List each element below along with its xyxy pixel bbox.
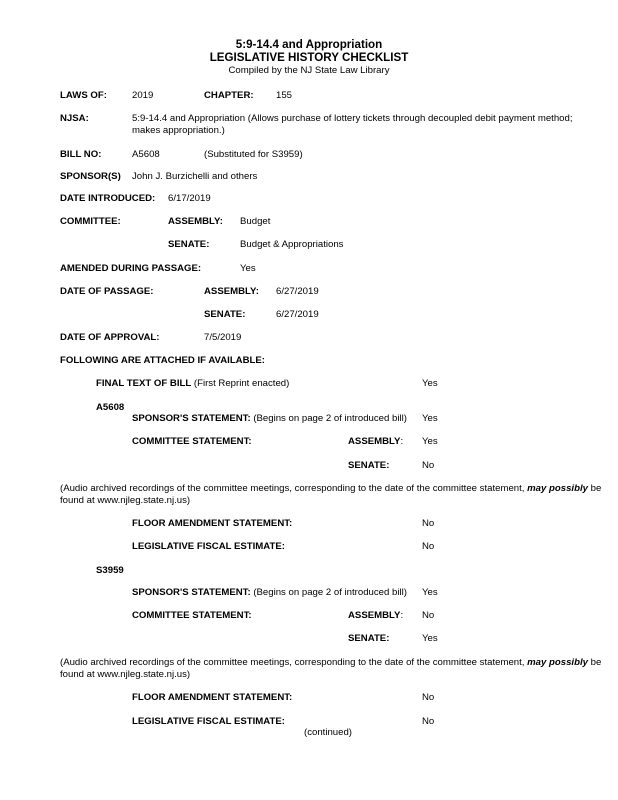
- a5608-fiscal-estimate-label: LEGISLATIVE FISCAL ESTIMATE:: [132, 541, 285, 552]
- s3959-audio-note-link: be found at www.njleg.state.nj.us): [60, 657, 602, 680]
- attached-heading: FOLLOWING ARE ATTACHED IF AVAILABLE:: [60, 355, 265, 366]
- date-of-approval-value: 7/5/2019: [204, 332, 242, 343]
- amended-label: AMENDED DURING PASSAGE:: [60, 263, 202, 274]
- committee-label: COMMITTEE:: [60, 216, 121, 227]
- page-title: 5:9-14.4 and Appropriation: [235, 38, 383, 51]
- continued-note: (continued): [304, 727, 352, 738]
- s3959-senate-value: Yes: [422, 633, 438, 644]
- s3959-audio-note-emphasis: may possibly: [527, 657, 588, 668]
- s3959-audio-note-text: (Audio archived recordings of the committee meetings, corresponding to the date of the committee statement,: [60, 657, 525, 668]
- njsa-text: 5:9-14.4 and Appropriation (Allows purchase of lottery tickets through decoupled debit payment method; makes appropriation.): [132, 113, 573, 136]
- s3959-assembly-colon: :: [400, 610, 404, 621]
- s3959-sponsor-statement-value: Yes: [422, 587, 438, 598]
- s3959-audio-note: [60, 657, 608, 681]
- passage-assembly-label: ASSEMBLY:: [204, 286, 259, 297]
- date-of-passage-label: DATE OF PASSAGE:: [60, 286, 154, 297]
- committee-senate-label: SENATE:: [168, 239, 210, 250]
- s3959-bill-label: S3959: [96, 565, 124, 576]
- chapter-label: CHAPTER:: [204, 90, 254, 101]
- bill-no-note: (Substituted for S3959): [204, 149, 303, 160]
- a5608-floor-amendment-value: No: [422, 518, 435, 529]
- date-introduced-value: 6/17/2019: [168, 193, 211, 204]
- s3959-assembly-label: [348, 610, 403, 622]
- a5608-sponsor-statement-label: SPONSOR'S STATEMENT:: [132, 413, 251, 424]
- a5608-committee-statement-label: COMMITTEE STATEMENT:: [132, 436, 252, 447]
- a5608-sponsor-statement-value: Yes: [422, 413, 438, 424]
- final-text-value: Yes: [422, 378, 438, 389]
- chapter-value: 155: [276, 90, 293, 101]
- njsa-label: NJSA:: [60, 113, 89, 124]
- final-text-note: (First Reprint enacted): [193, 378, 290, 389]
- date-of-approval-label: DATE OF APPROVAL:: [60, 332, 160, 343]
- passage-senate-label: SENATE:: [204, 309, 246, 320]
- s3959-fiscal-estimate-value: No: [422, 716, 435, 727]
- a5608-assembly-label-text: ASSEMBLY: [348, 436, 401, 447]
- a5608-audio-note-link: be found at www.njleg.state.nj.us): [60, 483, 602, 506]
- date-introduced-label: DATE INTRODUCED:: [60, 193, 156, 204]
- bill-no-label: BILL NO:: [60, 149, 102, 160]
- amended-value: Yes: [240, 263, 256, 274]
- sponsors-value: John J. Burzichelli and others: [132, 171, 258, 182]
- a5608-senate-value: No: [422, 460, 435, 471]
- committee-senate-value: Budget & Appropriations: [240, 239, 344, 250]
- page-subtitle: LEGISLATIVE HISTORY CHECKLIST: [209, 51, 409, 64]
- a5608-sponsor-statement-note: (Begins on page 2 of introduced bill): [253, 413, 407, 424]
- committee-assembly-value: Budget: [240, 216, 271, 227]
- a5608-floor-amendment-label: FLOOR AMENDMENT STATEMENT:: [132, 518, 293, 529]
- laws-of-year: 2019: [132, 90, 154, 101]
- sponsors-label: SPONSOR(S): [60, 171, 121, 182]
- s3959-assembly-value: No: [422, 610, 435, 621]
- s3959-sponsor-statement-row: [132, 587, 407, 599]
- a5608-fiscal-estimate-value: No: [422, 541, 435, 552]
- a5608-assembly-value: Yes: [422, 436, 438, 447]
- a5608-audio-note-text: (Audio archived recordings of the committee meetings, corresponding to the date of the committee statement,: [60, 483, 525, 494]
- a5608-assembly-label: [348, 436, 403, 448]
- a5608-senate-label: SENATE:: [348, 460, 390, 471]
- s3959-sponsor-statement-note: (Begins on page 2 of introduced bill): [253, 587, 407, 598]
- s3959-floor-amendment-value: No: [422, 692, 435, 703]
- s3959-committee-statement-label: COMMITTEE STATEMENT:: [132, 610, 252, 621]
- laws-of-label: LAWS OF:: [60, 90, 107, 101]
- final-text-row: [96, 378, 289, 390]
- s3959-assembly-label-text: ASSEMBLY: [348, 610, 401, 621]
- a5608-assembly-colon: :: [400, 436, 404, 447]
- s3959-fiscal-estimate-label: LEGISLATIVE FISCAL ESTIMATE:: [132, 716, 285, 727]
- a5608-audio-note: [60, 483, 608, 507]
- passage-assembly-value: 6/27/2019: [276, 286, 319, 297]
- s3959-sponsor-statement-label: SPONSOR'S STATEMENT:: [132, 587, 251, 598]
- bill-no-value: A5608: [132, 149, 160, 160]
- committee-assembly-label: ASSEMBLY:: [168, 216, 223, 227]
- compiled-by: Compiled by the NJ State Law Library: [228, 65, 390, 76]
- a5608-audio-note-emphasis: may possibly: [527, 483, 588, 494]
- s3959-floor-amendment-label: FLOOR AMENDMENT STATEMENT:: [132, 692, 293, 703]
- a5608-sponsor-statement-row: [132, 413, 407, 425]
- final-text-label: FINAL TEXT OF BILL: [96, 378, 192, 389]
- a5608-bill-label: A5608: [96, 402, 125, 413]
- passage-senate-value: 6/27/2019: [276, 309, 319, 320]
- s3959-senate-label: SENATE:: [348, 633, 390, 644]
